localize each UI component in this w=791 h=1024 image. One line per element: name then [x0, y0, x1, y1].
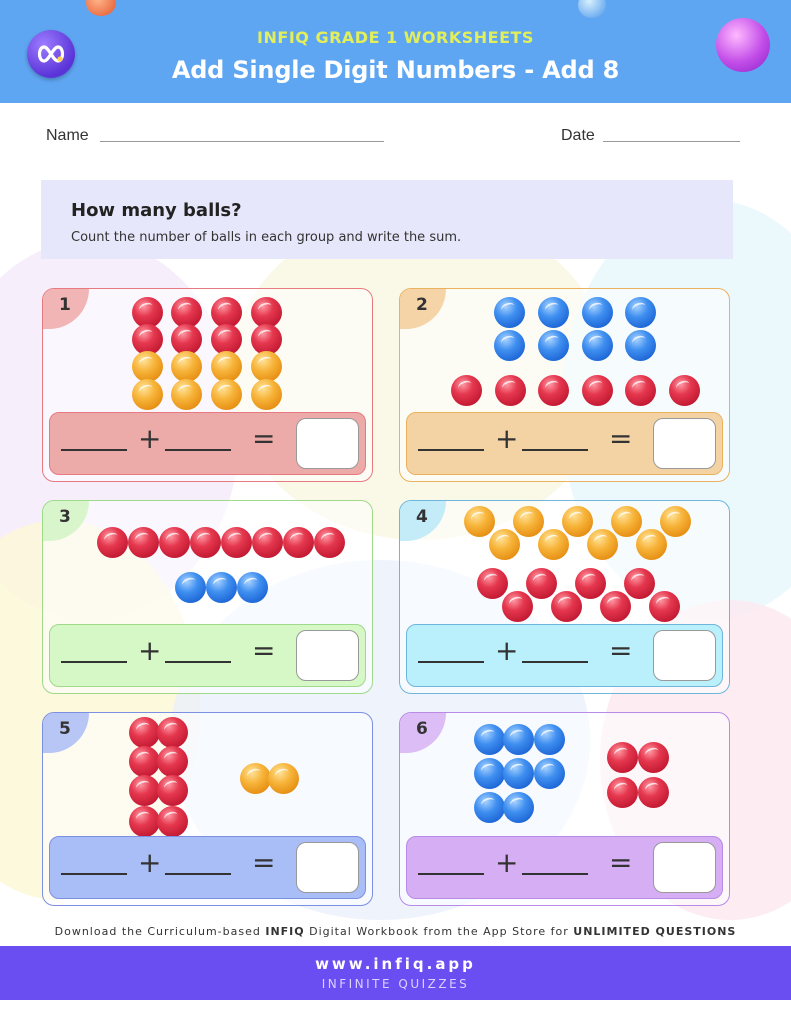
tagline-highlight: UNLIMITED QUESTIONS [573, 925, 737, 938]
instruction-heading: How many balls? [71, 200, 242, 221]
orange-ball [513, 506, 544, 537]
red-ball [649, 591, 680, 622]
blue-ball [534, 758, 565, 789]
ball-group [400, 501, 730, 626]
problem-number: 4 [400, 501, 446, 541]
instruction-text: Count the number of balls in each group and write the sum. [71, 230, 462, 245]
ball-group [400, 713, 730, 838]
red-ball [582, 375, 613, 406]
blue-ball [175, 572, 206, 603]
equals-sign: = [609, 846, 633, 879]
red-ball [129, 806, 160, 837]
orange-ball [660, 506, 691, 537]
answer-box[interactable] [296, 842, 359, 893]
equals-sign: = [252, 422, 276, 455]
orange-ball [171, 351, 202, 382]
red-ball [159, 527, 190, 558]
answer-box[interactable] [296, 630, 359, 681]
decorative-ball [578, 0, 606, 18]
name-label: Name [46, 127, 89, 144]
date-line[interactable] [603, 141, 740, 142]
blue-ball [503, 792, 534, 823]
red-ball [128, 527, 159, 558]
ball-group [43, 501, 373, 626]
problem-number: 3 [43, 501, 89, 541]
red-ball [477, 568, 508, 599]
plus-sign: + [138, 422, 162, 455]
red-ball [129, 746, 160, 777]
blue-ball [503, 724, 534, 755]
orange-ball [251, 351, 282, 382]
red-ball [495, 375, 526, 406]
addend-blank-1[interactable] [61, 449, 127, 451]
addend-blank-1[interactable] [61, 661, 127, 663]
problem-card-2 [399, 288, 730, 482]
header-banner [0, 0, 791, 103]
name-line[interactable] [100, 141, 384, 142]
orange-ball [538, 529, 569, 560]
answer-box[interactable] [653, 418, 716, 469]
addend-blank-1[interactable] [61, 873, 127, 875]
blue-ball [625, 330, 656, 361]
blue-ball [237, 572, 268, 603]
equals-sign: = [609, 634, 633, 667]
equation-row [49, 624, 366, 687]
blue-ball [206, 572, 237, 603]
website-link[interactable]: www.infiq.app [315, 955, 476, 973]
plus-sign: + [495, 422, 519, 455]
problem-number: 1 [43, 289, 89, 329]
red-ball [538, 375, 569, 406]
red-ball [607, 742, 638, 773]
blue-ball [534, 724, 565, 755]
ball-group [43, 289, 373, 414]
equation-row [49, 412, 366, 475]
orange-ball [489, 529, 520, 560]
answer-box[interactable] [296, 418, 359, 469]
blue-ball [582, 297, 613, 328]
orange-ball [251, 379, 282, 410]
orange-ball [211, 351, 242, 382]
footer-banner [0, 946, 791, 1000]
addend-blank-2[interactable] [165, 661, 231, 663]
tagline-brand: INFIQ [265, 925, 305, 938]
blue-ball [474, 724, 505, 755]
problem-card-1 [42, 288, 373, 482]
blue-ball [625, 297, 656, 328]
orange-ball [611, 506, 642, 537]
red-ball [283, 527, 314, 558]
tagline-text: Download the Curriculum-based [54, 925, 266, 938]
plus-sign: + [138, 846, 162, 879]
red-ball [502, 591, 533, 622]
red-ball [129, 775, 160, 806]
red-ball [157, 775, 188, 806]
orange-ball [636, 529, 667, 560]
problem-number: 5 [43, 713, 89, 753]
orange-ball [171, 379, 202, 410]
addend-blank-2[interactable] [522, 449, 588, 451]
red-ball [575, 568, 606, 599]
decorative-ball [86, 0, 116, 16]
problem-number: 6 [400, 713, 446, 753]
blue-ball [538, 297, 569, 328]
red-ball [451, 375, 482, 406]
blue-ball [494, 330, 525, 361]
red-ball [129, 717, 160, 748]
red-ball [607, 777, 638, 808]
red-ball [221, 527, 252, 558]
red-ball [252, 527, 283, 558]
equals-sign: = [252, 634, 276, 667]
equals-sign: = [609, 422, 633, 455]
blue-ball [503, 758, 534, 789]
worksheet-title: Add Single Digit Numbers - Add 8 [171, 56, 620, 84]
tagline-text: Digital Workbook from the App Store for [304, 925, 574, 938]
red-ball [190, 527, 221, 558]
blue-ball [582, 330, 613, 361]
red-ball [157, 746, 188, 777]
red-ball [157, 717, 188, 748]
plus-sign: + [495, 846, 519, 879]
addend-blank-1[interactable] [418, 661, 484, 663]
red-ball [97, 527, 128, 558]
addend-blank-2[interactable] [522, 873, 588, 875]
problem-card-6 [399, 712, 730, 906]
equation-row [406, 412, 723, 475]
problem-card-5 [42, 712, 373, 906]
plus-sign: + [138, 634, 162, 667]
problem-card-3 [42, 500, 373, 694]
red-ball [624, 568, 655, 599]
brand-title: INFIQ GRADE 1 WORKSHEETS [257, 28, 534, 47]
problem-card-4 [399, 500, 730, 694]
blue-ball [538, 330, 569, 361]
red-ball [638, 742, 669, 773]
addend-blank-1[interactable] [418, 449, 484, 451]
blue-ball [494, 297, 525, 328]
addend-blank-2[interactable] [165, 873, 231, 875]
red-ball [314, 527, 345, 558]
plus-sign: + [495, 634, 519, 667]
orange-ball [211, 379, 242, 410]
addend-blank-1[interactable] [418, 873, 484, 875]
equation-row [406, 624, 723, 687]
orange-ball [132, 351, 163, 382]
equals-sign: = [252, 846, 276, 879]
orange-ball [268, 763, 299, 794]
red-ball [625, 375, 656, 406]
red-ball [638, 777, 669, 808]
orange-ball [587, 529, 618, 560]
instruction-box [41, 180, 733, 259]
red-ball [600, 591, 631, 622]
answer-box[interactable] [653, 842, 716, 893]
app-store-tagline [0, 925, 791, 938]
date-label: Date [561, 127, 595, 144]
orange-ball [464, 506, 495, 537]
answer-box[interactable] [653, 630, 716, 681]
red-ball [526, 568, 557, 599]
orange-ball [240, 763, 271, 794]
red-ball [157, 806, 188, 837]
ball-group [43, 713, 373, 838]
red-ball [669, 375, 700, 406]
problem-number: 2 [400, 289, 446, 329]
addend-blank-2[interactable] [522, 661, 588, 663]
addend-blank-2[interactable] [165, 449, 231, 451]
footer-subtitle: INFINITE QUIZZES [321, 977, 470, 991]
ball-group [400, 289, 730, 414]
orange-ball [562, 506, 593, 537]
blue-ball [474, 758, 505, 789]
red-ball [551, 591, 582, 622]
equation-row [406, 836, 723, 899]
orange-ball [132, 379, 163, 410]
equation-row [49, 836, 366, 899]
blue-ball [474, 792, 505, 823]
